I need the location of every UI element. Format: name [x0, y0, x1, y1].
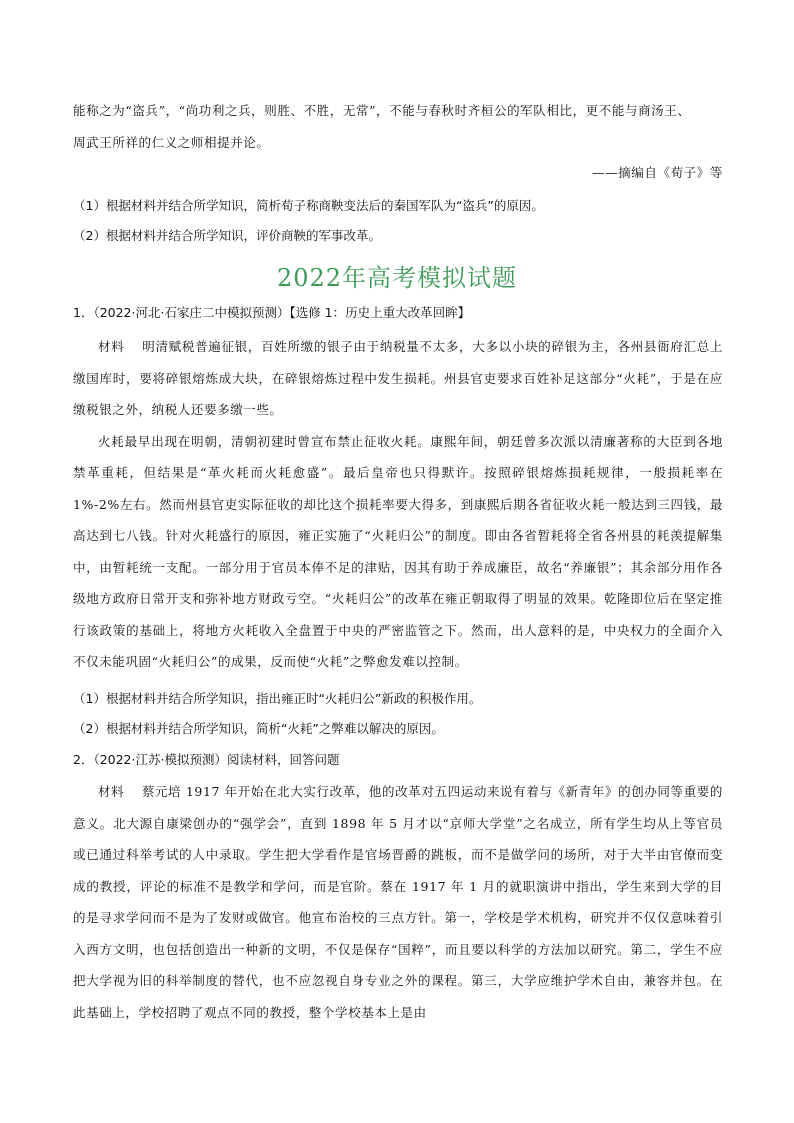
previous-questions [73, 191, 723, 251]
question-item: （2）根据材料并结合所学知识，评价商鞅的军事改革。 [73, 228, 381, 243]
question-item: （2）根据材料并结合所学知识，简析“火耗”之弊难以解决的原因。 [73, 721, 444, 736]
material-paragraph: 火耗最早出现在明朝，清朝初建时曾宣布禁止征收火耗。康熙年间，朝廷曾多次派以清廉著称的大臣到各地禁革重耗，但结果是“革火耗而火耗愈盛”。最后皇帝也只得默许。按照碎银熔炼损耗规律，一般损耗率在1%-2%左右。然而州县官吏实际征收的却比这个损耗率要大得多，到康熙后期各省征收火耗一般达到三四钱，最高达到七八钱。针对火耗盛行的原因，雍正实施了“火耗归公”的制度。即由各省暂耗将全省各州县的耗羡提解集中，由暂耗统一支配。一部分用于官员本俸不足的津贴，因其有助于养成廉臣，故名“养廉银”；其余部分用作各级地方政府日常开支和弥补地方财政亏空。“火耗归公”的改革在雍正朝取得了明显的效果。乾隆即位后在坚定推行该政策的基础上，将地方火耗收入全盘置于中央的严密监管之下。然而，出人意料的是，中央权力的全面介入不仅未能巩固“火耗归公”的成果，反而使“火耗”之弊愈发难以控制。 [73, 433, 723, 669]
question-1-header [73, 298, 723, 328]
question-2-material [73, 776, 723, 1028]
question-header: 1．（2022·河北·石家庄二中模拟预测）【选修 1：历史上重大改革回眸】 [73, 305, 471, 320]
question-1-subquestions [73, 684, 723, 744]
question-item: （1）根据材料并结合所学知识，简析荀子称商鞅变法后的秦国军队为“盗兵”的原因。 [73, 198, 544, 213]
previous-material [73, 96, 723, 188]
section-title: 2022年高考模拟试题 [276, 264, 518, 292]
question-2-header [73, 745, 723, 775]
question-1-material [73, 331, 723, 678]
material-paragraph: 材料 蔡元培 1917 年开始在北大实行改革，他的改革对五四运动来说有着与《新青年》的创办同等重要的意义。北大源自康梁创办的“强学会”，直到 1898 年 5 月才以“京师大学堂”之名成立，所有学生均从上等官员或已通过科举考试的人中录取。学生把大学看作是官场晋爵的跳板，而不是做学问的场所，对于大半由官僚而变成的教授，评论的标准不是教学和学问，而是官阶。蔡在 1917 年 1 月的就职演讲中指出，学生来到大学的目的是寻求学问而不是为了发财或做官。他宣布治校的三点方针。第一，学校是学术机构，研究并不仅仅意味着引入西方文明，也包括创造出一种新的文明，不仅是保存“国粹”，而且要以科学的方法加以研究。第二，学生不应把大学视为旧的科举制度的替代，也不应忽视自身专业之外的课程。第三，大学应维护学术自由，兼容并包。在此基础上，学校招聘了观点不同的教授，整个学校基本上是由 [73, 784, 723, 1020]
question-item: （1）根据材料并结合所学知识，指出雍正时“火耗归公”新政的积极作用。 [73, 691, 482, 706]
material-paragraph: 材料 明清赋税普遍征银，百姓所缴的银子由于纳税量不太多，大多以小块的碎银为主，各州县衙府汇总上缴国库时，要将碎银熔炼成大块，在碎银熔炼过程中发生损耗。州县官吏要求百姓补足这部分“火耗”，于是在应缴税银之外，纳税人还要多缴一些。 [73, 339, 723, 417]
material-line: 能称之为“盗兵”，“尚功利之兵，则胜、不胜，无常”，不能与春秋时齐桓公的军队相比，更不能与商汤王、 [73, 103, 691, 118]
material-source: ——摘编自《荀子》等 [591, 165, 723, 180]
question-header: 2．（2022·江苏·模拟预测）阅读材料，回答问题 [73, 752, 340, 767]
material-line: 周武王所祥的仁义之师相提并论。 [73, 135, 270, 150]
